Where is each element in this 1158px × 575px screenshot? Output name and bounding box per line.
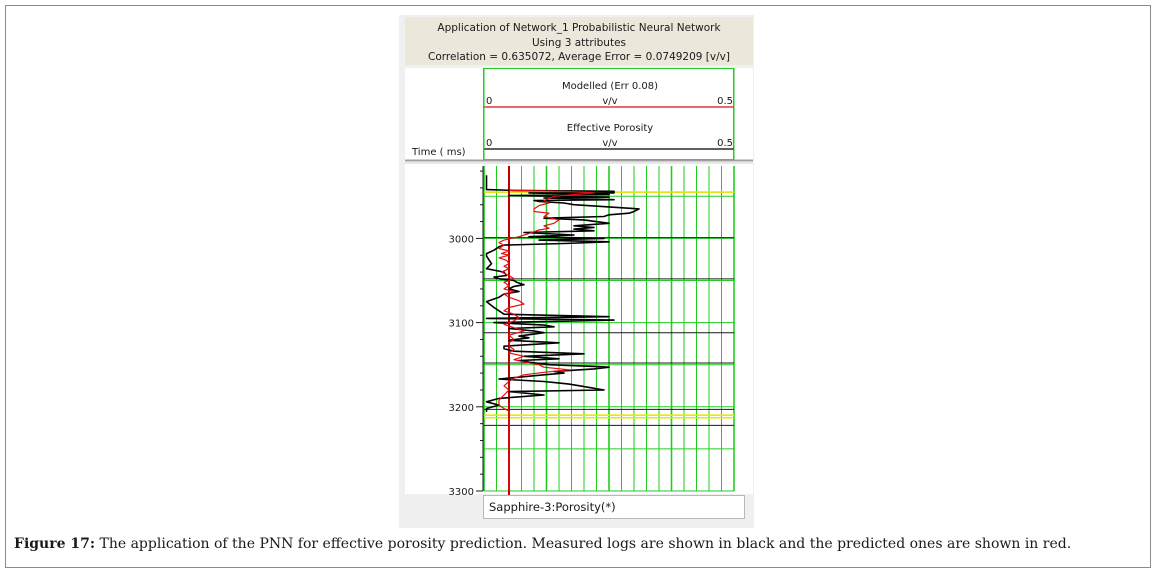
footer-label: Sapphire-3:Porosity(*) <box>489 500 616 514</box>
y-axis-label: Time ( ms) <box>412 147 466 158</box>
modelled-scale-max: 0.5 <box>717 96 733 107</box>
caption-label: Figure 17: <box>14 536 96 552</box>
figure-caption <box>14 536 1071 552</box>
series-layer <box>487 166 640 517</box>
header-title: Application of Network_1 Probabilistic Neural Network <box>437 22 721 34</box>
measured-scale-min: 0 <box>486 138 493 149</box>
y-tick-label: 3200 <box>448 402 474 414</box>
axis-layer <box>449 166 483 498</box>
y-tick-label: 3100 <box>448 318 474 330</box>
modelled-scale-min: 0 <box>486 96 493 107</box>
header-statistics: Correlation = 0.635072, Average Error = 0.0749209 [v/v] <box>428 51 730 63</box>
grid-layer <box>484 68 734 491</box>
modelled-track-title: Modelled (Err 0.08) <box>561 81 659 92</box>
y-tick-label: 3000 <box>448 234 474 246</box>
header-subtitle: Using 3 attributes <box>531 37 627 49</box>
measured-scale-unit: v/v <box>602 138 618 149</box>
measured-scale-max: 0.5 <box>717 138 733 149</box>
measured-track-title: Effective Porosity <box>566 123 654 134</box>
modelled-scale-unit: v/v <box>602 96 618 107</box>
caption-text: The application of the PNN for effective porosity prediction. Measured logs are shown in black and the predicted ones are shown in red. <box>95 536 1072 552</box>
y-tick-label: 3300 <box>448 487 474 498</box>
